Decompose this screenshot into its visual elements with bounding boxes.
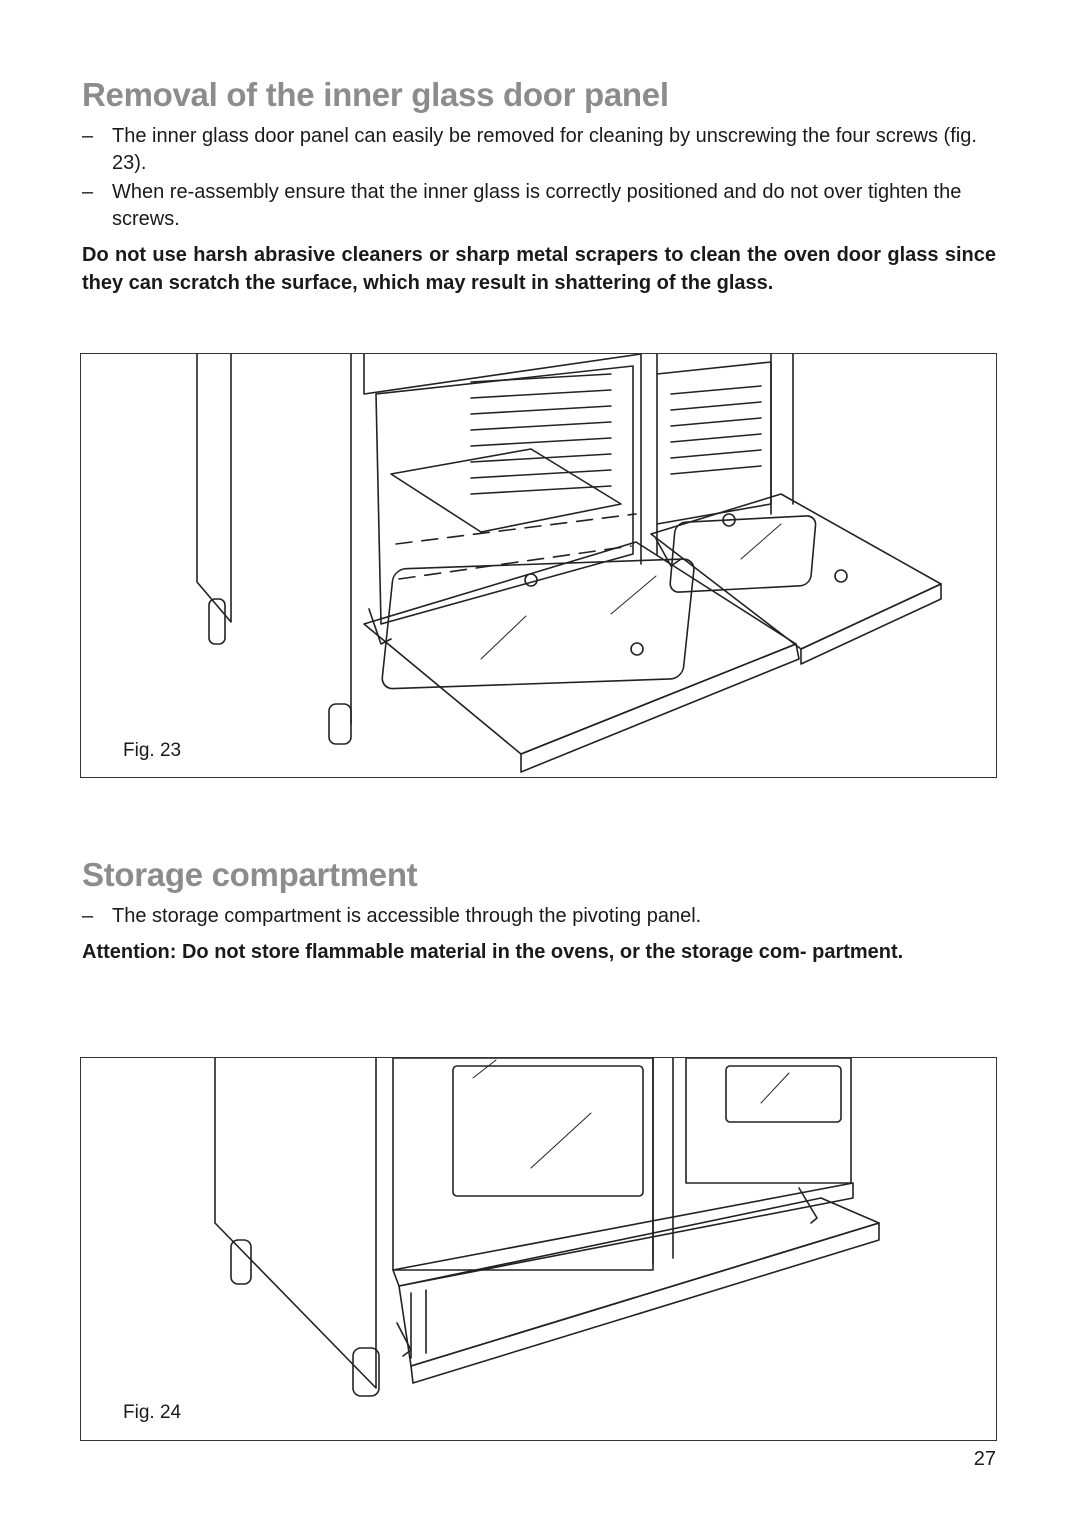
figure-23 <box>80 353 997 778</box>
bullet-dash: – <box>82 125 94 147</box>
bullet-text: The storage compartment is accessible through the pivoting panel. <box>112 905 702 927</box>
page-number: 27 <box>973 1448 996 1470</box>
bullet-dash: – <box>82 181 94 203</box>
section-title-storage: Storage compartment <box>82 856 418 893</box>
warning-text: Do not use harsh abrasive cleaners or sharp metal scrapers to clean the oven door glass since they can scratch the surface, which may result in shattering of the glass. <box>82 244 996 294</box>
oven-open-doors-illustration <box>81 354 997 778</box>
figure-24 <box>80 1057 997 1441</box>
attention-text: Attention: Do not store flammable material in the ovens, or the storage com- partment. <box>82 941 904 963</box>
bullet-item <box>82 179 997 233</box>
section-title-glass-panel: Removal of the inner glass door panel <box>82 76 669 113</box>
bullet-text: The inner glass door panel can easily be removed for cleaning by unscrewing the four screws (fig. 23). <box>112 125 977 174</box>
figure-caption: Fig. 23 <box>123 740 182 761</box>
bullet-text: When re-assembly ensure that the inner glass is correctly positioned and do not over tighten the screws. <box>112 181 962 230</box>
bullet-item <box>82 903 997 930</box>
figure-caption: Fig. 24 <box>123 1402 182 1423</box>
storage-compartment-illustration <box>81 1058 997 1441</box>
bullet-dash: – <box>82 905 94 927</box>
bullet-item <box>82 123 997 177</box>
